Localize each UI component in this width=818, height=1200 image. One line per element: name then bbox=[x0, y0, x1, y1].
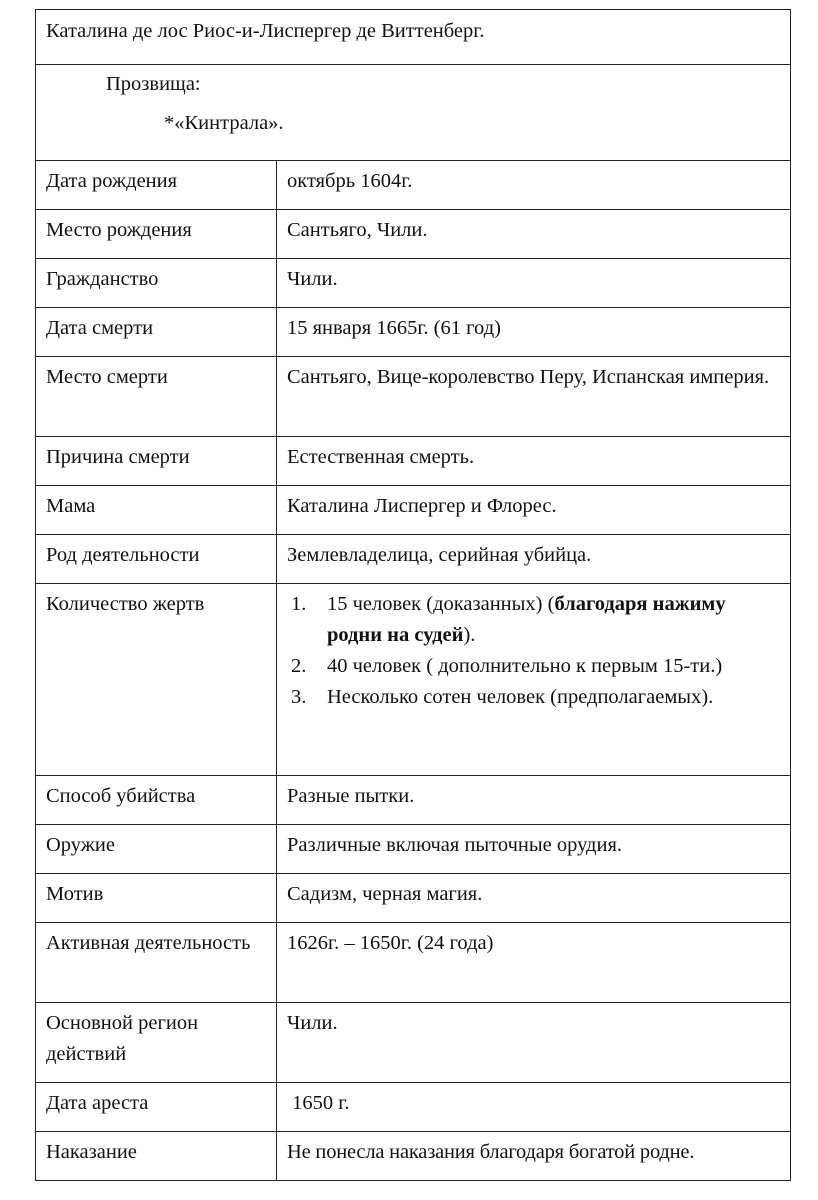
table-row bbox=[36, 1083, 791, 1132]
victims-cell bbox=[277, 584, 791, 776]
table-row bbox=[36, 259, 791, 308]
list-number: 2. bbox=[291, 655, 307, 677]
row-value: Землевладелица, серийная убийца. bbox=[277, 535, 791, 584]
row-value: октябрь 1604г. bbox=[277, 161, 791, 210]
row-value: Естественная смерть. bbox=[277, 437, 791, 486]
row-value: Садизм, черная магия. bbox=[277, 874, 791, 923]
row-value: Не понесла наказания благодаря богатой родне. bbox=[277, 1132, 791, 1181]
row-label: Место смерти bbox=[36, 357, 277, 437]
table-row bbox=[36, 486, 791, 535]
list-text-bold: благодаря нажиму родни на судей bbox=[327, 593, 726, 646]
table-row bbox=[36, 357, 791, 437]
row-label: Активная деятельность bbox=[36, 923, 277, 1003]
table-row bbox=[36, 1132, 791, 1181]
nickname-value: *«Кинтрала». bbox=[164, 112, 284, 134]
list-text bbox=[327, 589, 790, 651]
list-item bbox=[287, 682, 790, 713]
row-label: Количество жертв bbox=[36, 584, 277, 776]
row-value: Сантьяго, Вице-королевство Перу, Испанская империя. bbox=[277, 357, 791, 437]
list-item bbox=[287, 589, 790, 651]
nicknames-cell bbox=[36, 65, 791, 161]
title-row bbox=[36, 10, 791, 65]
row-label: Дата смерти bbox=[36, 308, 277, 357]
row-label: Дата ареста bbox=[36, 1083, 277, 1132]
title-cell bbox=[36, 10, 791, 65]
row-label: Дата рождения bbox=[36, 161, 277, 210]
row-value: Различные включая пыточные орудия. bbox=[277, 825, 791, 874]
info-table bbox=[35, 9, 791, 1181]
row-label: Мотив bbox=[36, 874, 277, 923]
row-label: Место рождения bbox=[36, 210, 277, 259]
table-row bbox=[36, 308, 791, 357]
row-value: Сантьяго, Чили. bbox=[277, 210, 791, 259]
table-row bbox=[36, 210, 791, 259]
table-row bbox=[36, 874, 791, 923]
row-label: Оружие bbox=[36, 825, 277, 874]
list-number: 3. bbox=[291, 686, 307, 708]
table-row bbox=[36, 923, 791, 1003]
table-row bbox=[36, 584, 791, 776]
table-row bbox=[36, 776, 791, 825]
row-value: Чили. bbox=[277, 1003, 791, 1083]
person-name: Каталина де лос Риос-и-Лиспергер де Виттенберг. bbox=[46, 20, 485, 42]
row-label: Мама bbox=[36, 486, 277, 535]
list-text-tail: ). bbox=[463, 624, 476, 646]
row-label: Гражданство bbox=[36, 259, 277, 308]
table-row bbox=[36, 825, 791, 874]
row-label: Род деятельности bbox=[36, 535, 277, 584]
row-label: Способ убийства bbox=[36, 776, 277, 825]
row-label: Наказание bbox=[36, 1132, 277, 1181]
table-row bbox=[36, 161, 791, 210]
table-row bbox=[36, 535, 791, 584]
row-value: 1626г. – 1650г. (24 года) bbox=[277, 923, 791, 1003]
row-value: 1650 г. bbox=[277, 1083, 791, 1132]
list-number: 1. bbox=[291, 593, 307, 615]
row-label: Основной регион действий bbox=[36, 1003, 277, 1083]
row-value: Чили. bbox=[277, 259, 791, 308]
list-item bbox=[287, 651, 790, 682]
row-value: Каталина Лиспергер и Флорес. bbox=[277, 486, 791, 535]
row-value: 15 января 1665г. (61 год) bbox=[277, 308, 791, 357]
list-text: Несколько сотен человек (предполагаемых). bbox=[327, 686, 714, 708]
row-label: Причина смерти bbox=[36, 437, 277, 486]
row-value: Разные пытки. bbox=[277, 776, 791, 825]
victims-list bbox=[287, 589, 790, 713]
nicknames-row bbox=[36, 65, 791, 161]
list-text: 40 человек ( дополнительно к первым 15-ти.) bbox=[327, 655, 723, 677]
list-text-plain: 15 человек (доказанных) ( bbox=[327, 593, 555, 615]
table-row bbox=[36, 1003, 791, 1083]
nicknames-label: Прозвища: bbox=[106, 73, 201, 95]
table-row bbox=[36, 437, 791, 486]
